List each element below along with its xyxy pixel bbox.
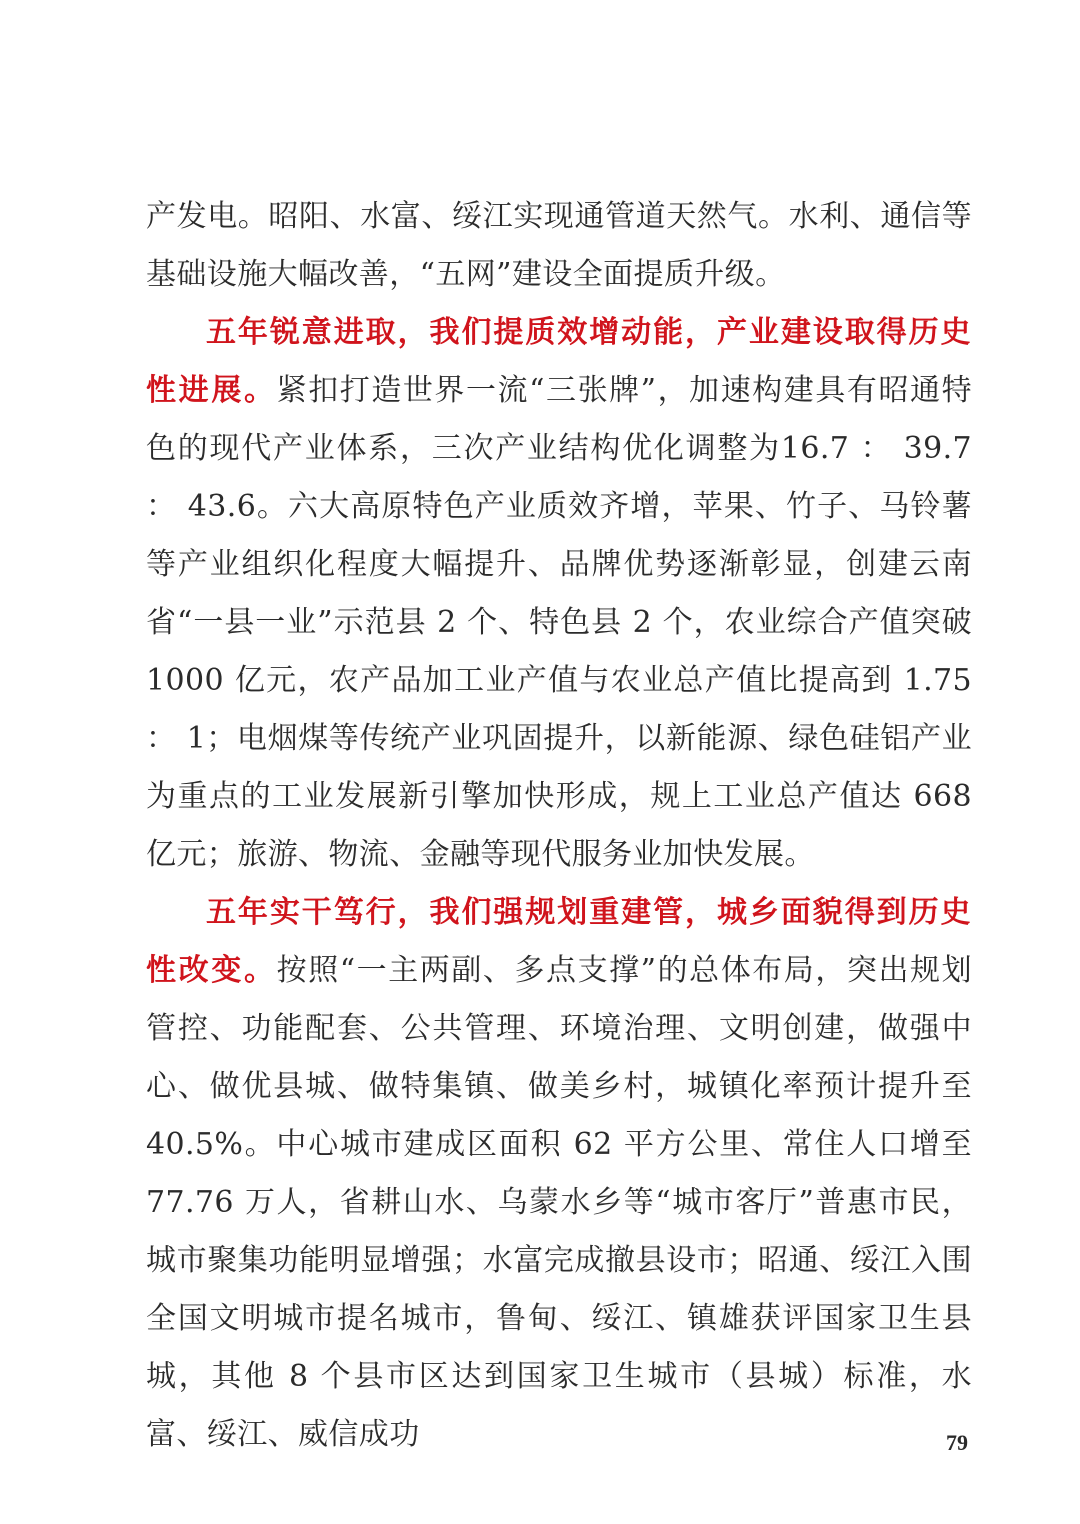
paragraph-lead-heading: 五年锐意进取，我们提质效增动能，产业建设取得历史性进展。 [146,315,972,408]
paragraph-body: 产发电。昭阳、水富、绥江实现通管道天然气。水利、通信等基础设施大幅改善，“五网”建设全面提质升级。 [146,199,972,292]
paragraph-urban-rural [146,884,972,1464]
paragraph-infrastructure [146,188,972,304]
page-content [146,188,972,1464]
page-number: 79 [946,1430,968,1455]
paragraph-body: 紧扣打造世界一流“三张牌”，加速构建具有昭通特色的现代产业体系，三次产业结构优化调整为16.7 ： 39.7 ： 43.6。六大高原特色产业质效齐增，苹果、竹子、马铃薯等产业组织化程度大幅提升、品牌优势逐渐彰显，创建云南省“一县一业”示范县 2 个、特色县 2 个，农业综合产值突破 1000 亿元，农产品加工业产值与农业总产值比提高到 1.75 ： 1；电烟煤等传统产业巩固提升，以新能源、绿色硅铝产业为重点的工业发展新引擎加快形成，规上工业总产值达 668 亿元；旅游、物流、金融等现代服务业加快发展。 [146,373,973,872]
paragraph-body: 按照“一主两副、多点支撑”的总体布局，突出规划管控、功能配套、公共管理、环境治理、文明创建，做强中心、做优县城、做特集镇、做美乡村，城镇化率预计提升至 40.5%。中心城市建成区面积 62 平方公里、常住人口增至 77.76 万人，省耕山水、乌蒙水乡等“城市客厅”普惠市民，城市聚集功能明显增强；水富完成撤县设市；昭通、绥江入围全国文明城市提名城市，鲁甸、绥江、镇雄获评国家卫生县城，其他 8 个县市区达到国家卫生城市（县城）标准，水富、绥江、威信成功 [146,953,973,1452]
paragraph-industry [146,304,972,884]
paragraph-lead-heading: 五年实干笃行，我们强规划重建管，城乡面貌得到历史性改变。 [146,895,972,988]
